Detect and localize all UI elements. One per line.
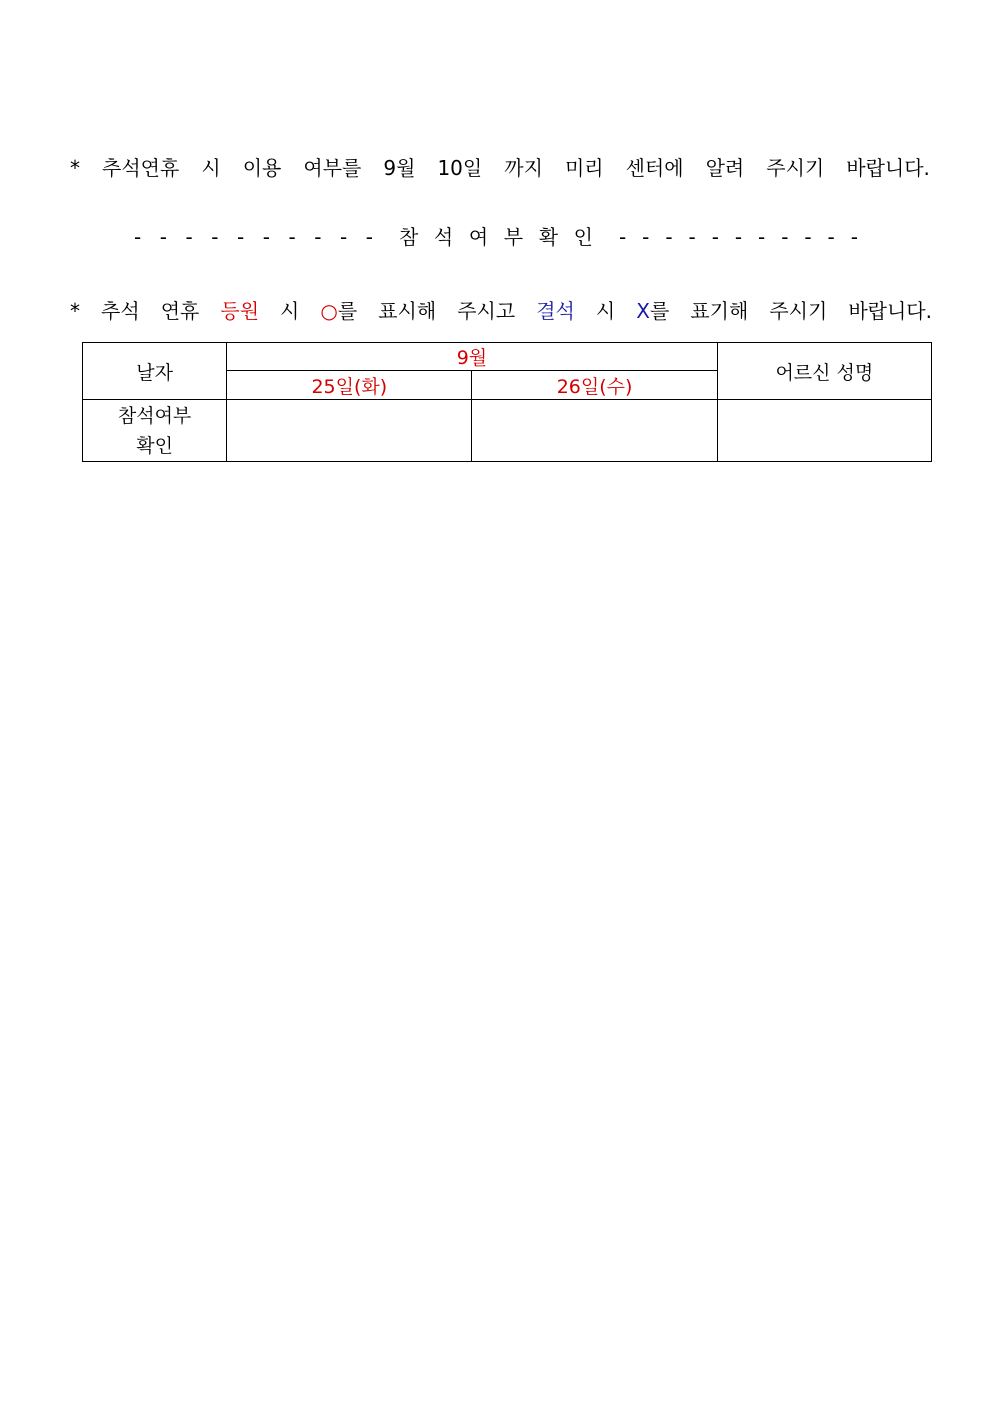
divider-dash: - (237, 225, 245, 249)
notice2-word: 표기해 (690, 299, 749, 323)
x-mark: X (636, 299, 650, 323)
divider-dash: - (262, 225, 270, 249)
divider-dash: - (827, 225, 835, 249)
month-header-cell: 9월 (227, 343, 718, 371)
divider-dash: - (619, 225, 627, 249)
divider-dash: - (314, 225, 322, 249)
notice2-word: 연휴 (160, 299, 200, 323)
divider-title-char: 석 (433, 225, 454, 249)
notice1-word: 이용 (242, 156, 282, 180)
notice1-word: 바랍니다. (846, 156, 930, 180)
notice1-word: 여부를 (303, 156, 362, 180)
notice2-star: * (70, 299, 80, 323)
notice2-word: 표시해 (378, 299, 437, 323)
notice2-word: 주시고 (457, 299, 516, 323)
divider-dash: - (642, 225, 650, 249)
divider-dashes-right (619, 225, 858, 249)
divider-dash: - (688, 225, 696, 249)
attendance-label-cell (83, 400, 227, 462)
divider-title-char: 부 (503, 225, 524, 249)
divider-dash: - (758, 225, 766, 249)
divider-dash: - (340, 225, 348, 249)
divider-dash: - (850, 225, 858, 249)
notice2-word: 시 (595, 299, 616, 323)
notice1-word: 9월 (383, 156, 416, 180)
divider-dash: - (134, 225, 142, 249)
notice2-word: 시 (280, 299, 300, 323)
name-header-cell: 어르신 성명 (717, 343, 931, 400)
notice2-word: 를 (337, 299, 358, 323)
divider-dash: - (804, 225, 812, 249)
divider-title-char: 여 (468, 225, 489, 249)
divider-dash: - (365, 225, 373, 249)
absent-word: 결석 (536, 299, 575, 323)
notice2-word: 바랍니다. (848, 299, 932, 323)
notice1-word: 10일 (437, 156, 483, 180)
notice1-word: 시 (201, 156, 221, 180)
notice2-word: 주시기 (769, 299, 828, 323)
notice1-word: 주시기 (766, 156, 825, 180)
attendance-input-cell[interactable] (227, 400, 472, 462)
table-row (83, 400, 932, 462)
divider-dash: - (288, 225, 296, 249)
attendance-divider (134, 225, 858, 249)
divider-title-char: 확 (538, 225, 559, 249)
divider-title-char: 참 (399, 225, 419, 249)
divider-dash: - (734, 225, 743, 249)
notice2-word: 추석 (101, 299, 140, 323)
notice2-x-group (636, 299, 669, 323)
notice1-word: 알려 (705, 156, 745, 180)
attendance-table (82, 342, 932, 462)
divider-title-char: 인 (573, 225, 593, 249)
attendance-label-line: 참석여부 (117, 404, 192, 427)
notice2-word: 를 (649, 299, 670, 323)
divider-dash: - (665, 225, 673, 249)
divider-dash: - (781, 225, 789, 249)
notice1-star: * (70, 156, 80, 180)
divider-dash: - (711, 225, 719, 249)
divider-dash: - (159, 225, 167, 249)
notice1-word: 추석연휴 (102, 156, 180, 180)
attend-word: 등원 (220, 299, 260, 323)
senior-name-input-cell[interactable] (717, 400, 931, 462)
date-label-cell: 날자 (83, 343, 227, 400)
divider-dash: - (185, 225, 193, 249)
notice-line-1 (70, 156, 930, 180)
day-header-cell: 26일(수) (472, 371, 717, 400)
attendance-input-cell[interactable] (472, 400, 717, 462)
notice1-word: 센터에 (625, 156, 684, 180)
table-row (83, 343, 932, 371)
notice-line-2 (70, 299, 932, 323)
day-header-cell: 25일(화) (227, 371, 472, 400)
attendance-label-line: 확인 (136, 434, 173, 457)
notice2-circle-group (320, 299, 357, 323)
divider-dashes-left (134, 225, 373, 249)
notice1-word: 미리 (564, 156, 604, 180)
circle-mark: ○ (320, 299, 338, 323)
divider-title (399, 225, 593, 249)
divider-dash: - (211, 225, 219, 249)
notice1-word: 까지 (504, 156, 543, 180)
